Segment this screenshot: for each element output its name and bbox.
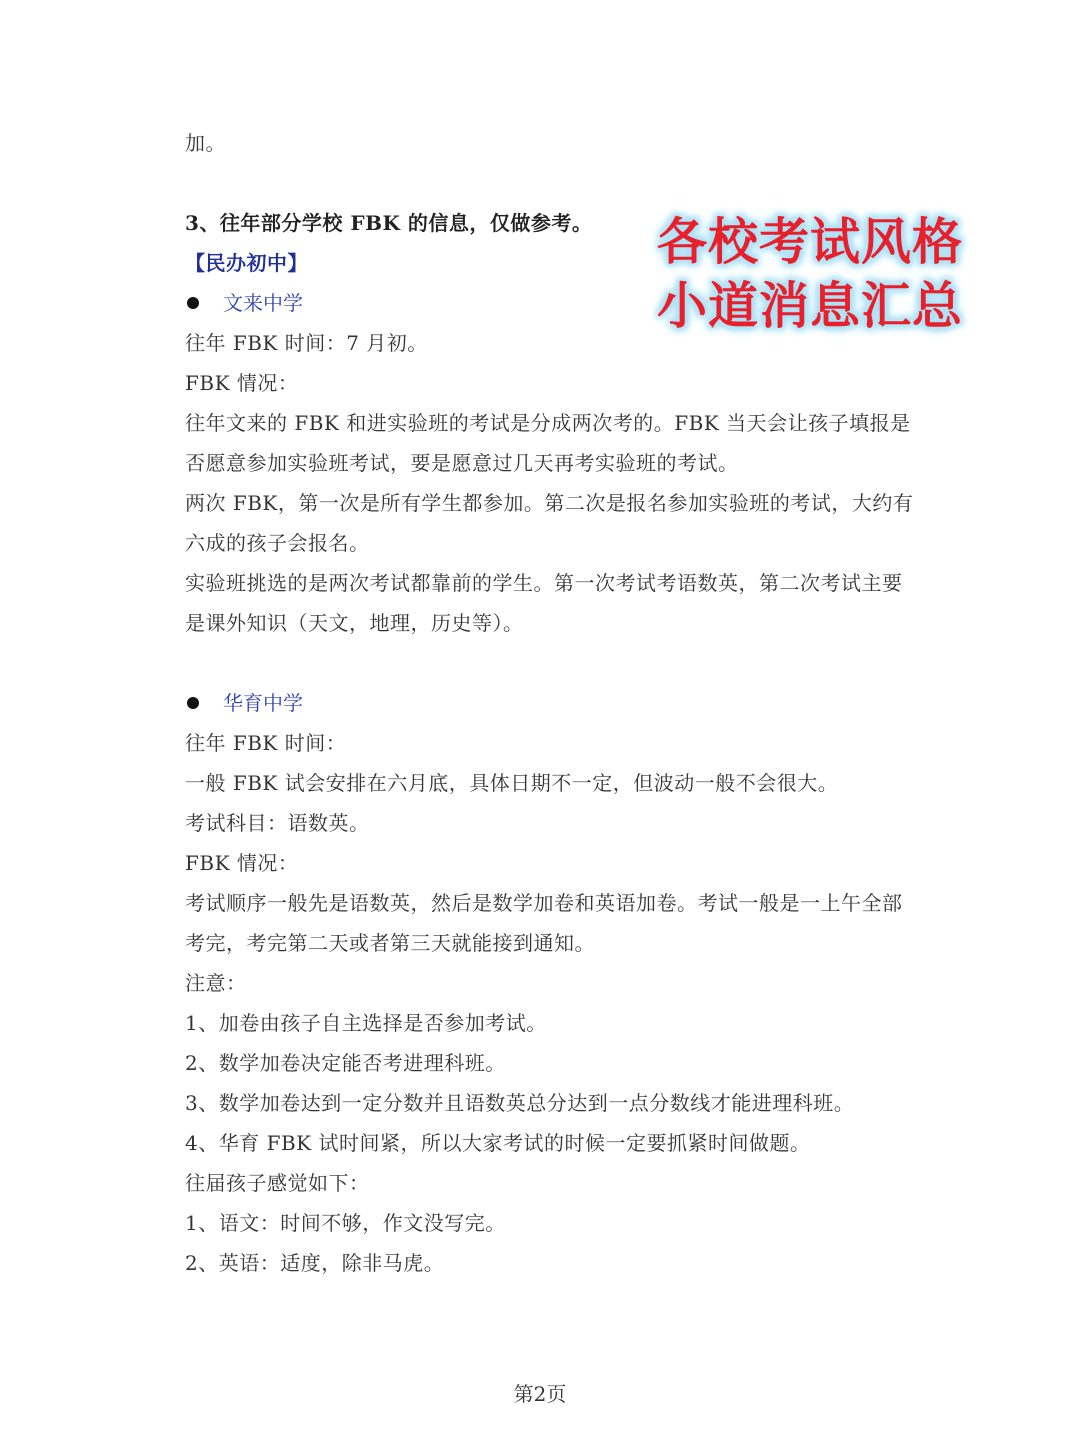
school1-paragraph-line: 往年文来的 FBK 和进实验班的考试是分成两次考的。FBK 当天会让孩子填报是: [185, 411, 911, 435]
bullet-icon: [187, 697, 199, 709]
school1-time: 往年 FBK 时间：7 月初。: [185, 331, 428, 355]
school2-feedback-item: 2、英语：适度，除非马虎。: [185, 1251, 445, 1275]
school2-situation-label: FBK 情况：: [185, 851, 299, 875]
school2-note: 1、加卷由孩子自主选择是否参加考试。: [185, 1011, 547, 1035]
school2-feedback-label: 往届孩子感觉如下：: [185, 1171, 370, 1195]
school1-paragraph-line: 六成的孩子会报名。: [185, 531, 370, 555]
bullet-icon: [187, 297, 199, 309]
overlay-title: [640, 210, 980, 338]
school1-paragraph-line: 两次 FBK，第一次是所有学生都参加。第二次是报名参加实验班的考试，大约有: [185, 491, 914, 515]
school2-note: 4、华育 FBK 试时间紧，所以大家考试的时候一定要抓紧时间做题。: [185, 1131, 811, 1155]
school1-paragraph-line: 实验班挑选的是两次考试都靠前的学生。第一次考试考语数英，第二次考试主要: [185, 571, 903, 595]
school-name: 华育中学: [223, 691, 303, 715]
school2-subjects: 考试科目：语数英。: [185, 811, 370, 835]
school2-situation-line: 考完，考完第二天或者第三天就能接到通知。: [185, 931, 595, 955]
school1-paragraph-line: 是课外知识（天文，地理，历史等）。: [185, 611, 524, 635]
school1-paragraph-line: 否愿意参加实验班考试，要是愿意过几天再考实验班的考试。: [185, 451, 739, 475]
overlay-line-2: 小道消息汇总: [657, 277, 963, 335]
school2-note: 2、数学加卷决定能否考进理科班。: [185, 1051, 506, 1075]
school2-feedback-item: 1、语文：时间不够，作文没写完。: [185, 1211, 506, 1235]
school2-note: 3、数学加卷达到一定分数并且语数英总分达到一点分数线才能进理科班。: [185, 1091, 855, 1115]
school-heading-huayu: [185, 689, 303, 717]
page-number: 第2页: [513, 1382, 567, 1406]
overlay-line-1: 各校考试风格: [657, 213, 963, 271]
school-name: 文来中学: [223, 291, 303, 315]
top-line: 加。: [185, 131, 226, 155]
school1-situation-label: FBK 情况：: [185, 371, 299, 395]
section-title: 3、往年部分学校 FBK 的信息，仅做参考。: [185, 211, 593, 235]
school-heading-wenlai: [185, 289, 303, 317]
school2-situation-line: 考试顺序一般先是语数英，然后是数学加卷和英语加卷。考试一般是一上午全部: [185, 891, 903, 915]
school2-time-label: 往年 FBK 时间：: [185, 731, 347, 755]
category-heading: 【民办初中】: [185, 251, 308, 275]
school2-notes-label: 注意：: [185, 971, 247, 995]
school2-time-detail: 一般 FBK 试会安排在六月底，具体日期不一定，但波动一般不会很大。: [185, 771, 839, 795]
